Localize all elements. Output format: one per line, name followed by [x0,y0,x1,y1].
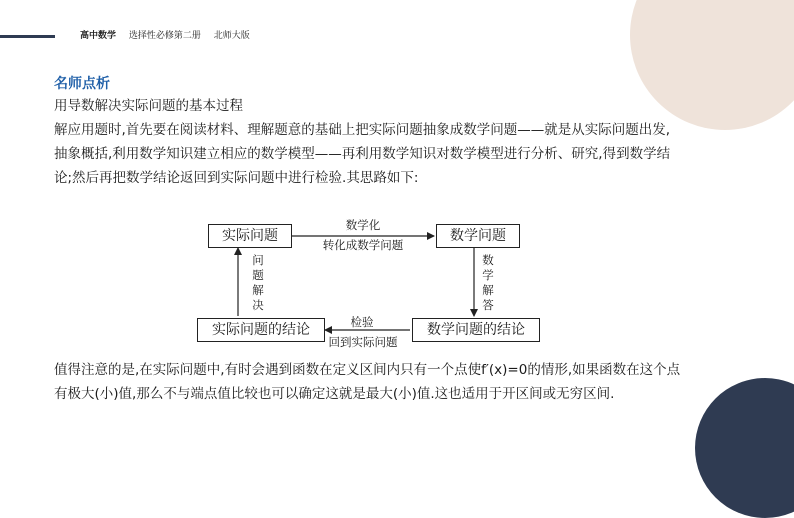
label-char: 题 [252,268,264,282]
label-math-solve [481,253,495,313]
intro-heading: 用导数解决实际问题的基本过程 [54,98,243,114]
label-char: 学 [482,268,494,282]
closing-line: 值得注意的是,在实际问题中,有时会遇到函数在定义区间内只有一个点使f′(x)=0的情形,如果函数在这个点 [54,362,681,378]
intro-line: 论;然后再把数学结论返回到实际问题中进行检验.其思路如下: [54,170,419,186]
label-convert-to-math: 转化成数学问题 [322,238,404,252]
label-return-to-practice: 回到实际问题 [328,335,398,349]
header-subject: 高中数学 [80,31,117,41]
header-edition: 北师大版 [213,31,250,41]
label-char: 解 [482,283,494,297]
label-char: 解 [252,283,264,297]
label-mathematize: 数学化 [345,218,381,232]
box-practical-conclusion: 实际问题的结论 [197,318,325,342]
header-book: 选择性必修第二册 [128,31,201,41]
closing-note [54,358,680,406]
label-problem-solve [251,253,265,313]
label-char: 问 [252,253,264,267]
section-title: 名师点析 [54,76,110,92]
intro-line: 解应用题时,首先要在阅读材料、理解题意的基础上把实际问题抽象成数学问题——就是从实际问题出发, [54,122,671,138]
label-char: 数 [482,253,494,267]
label-char: 答 [482,298,494,312]
intro-line: 抽象概括,利用数学知识建立相应的数学模型——再利用数学知识对数学模型进行分析、研究,得到数学结 [54,146,671,162]
label-char: 决 [252,298,264,312]
label-verify: 检验 [350,315,374,329]
closing-line: 有极大(小)值,那么不与端点值比较也可以确定这就是最大(小)值.这也适用于开区间或无穷区间. [54,386,615,402]
box-math-conclusion: 数学问题的结论 [412,318,540,342]
box-math-problem: 数学问题 [436,224,520,248]
box-practical-problem: 实际问题 [208,224,292,248]
